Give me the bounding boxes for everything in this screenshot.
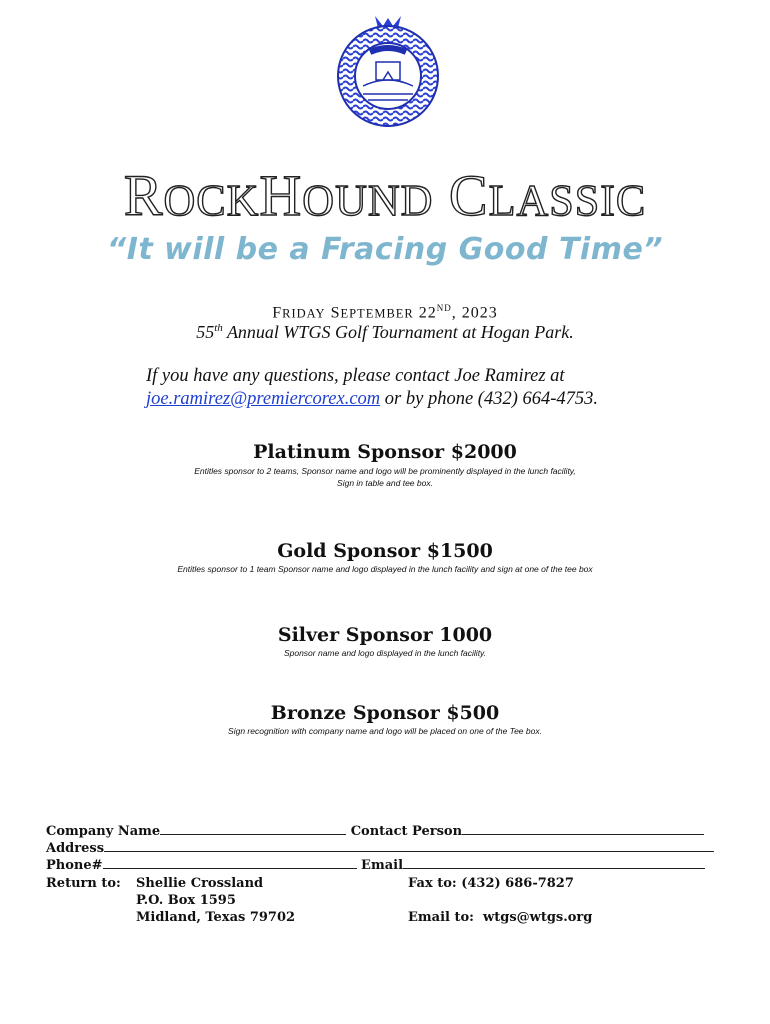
annual-suffix: th [214, 322, 223, 334]
form-row-address [46, 839, 714, 857]
silver-heading: Silver Sponsor 1000 [277, 624, 493, 646]
title-letter: R [123, 163, 164, 228]
return-city: Midland, Texas 79702 [136, 910, 296, 925]
bronze-heading: Bronze Sponsor $500 [270, 702, 500, 724]
email-to-label: Email to: [408, 910, 474, 925]
contact-person-label: Contact Person [350, 824, 463, 839]
company-name-label: Company Name [46, 824, 161, 839]
title-letter: C [448, 163, 489, 228]
email-label: Email [361, 858, 404, 873]
gold-description: Entitles sponsor to 1 team Sponsor name and logo displayed in the lunch facility and sign at one of the tee box [177, 564, 593, 574]
title-word: OUND [302, 176, 434, 225]
title-word: OCK [163, 176, 260, 225]
title-letter: H [259, 163, 303, 228]
phone-label: Phone# [46, 858, 103, 873]
platinum-desc-line-1: Entitles sponsor to 2 teams, Sponsor name and logo will be prominently displayed in the lunch facility, [194, 466, 576, 476]
date-letter: S [330, 304, 341, 322]
annual-number: 55 [196, 322, 215, 342]
date-suffix: ND [436, 303, 452, 313]
date-word: EPTEMBER [340, 306, 414, 321]
platinum-desc-line-2: Sign in table and tee box. [337, 478, 433, 488]
contact-info [146, 365, 706, 411]
platinum-description [0, 465, 770, 489]
address-label: Address [46, 841, 105, 856]
email-field[interactable] [403, 856, 705, 869]
date-day: 22 [418, 304, 437, 322]
gold-heading: Gold Sponsor $1500 [277, 540, 493, 562]
silver-description: Sponsor name and logo displayed in the lunch facility. [283, 648, 487, 658]
title-word: LASSIC [488, 176, 647, 225]
date-word: RIDAY [282, 306, 326, 321]
form-row-company [46, 822, 704, 840]
event-date [0, 303, 770, 322]
email-to [408, 909, 592, 926]
contact-line-2 [146, 388, 706, 411]
wtgs-logo [333, 14, 443, 129]
tournament-line [0, 322, 770, 343]
date-letter: F [272, 304, 283, 322]
email-to-address[interactable]: wtgs@wtgs.org [483, 910, 593, 925]
date-year: , 2023 [451, 304, 498, 322]
tagline: “It will be a Fracing Good Time” [106, 232, 664, 267]
contact-email-link[interactable]: joe.ramirez@premiercorex.com [146, 389, 381, 409]
phone-field[interactable] [103, 856, 357, 869]
return-name: Shellie Crossland [136, 876, 264, 891]
address-field[interactable] [104, 839, 714, 852]
contact-person-field[interactable] [462, 822, 704, 835]
contact-line-1: If you have any questions, please contact Joe Ramirez at [146, 366, 565, 386]
return-po-box: P.O. Box 1595 [136, 893, 236, 908]
company-name-field[interactable] [160, 822, 346, 835]
return-label: Return to: [46, 876, 121, 891]
platinum-heading: Platinum Sponsor $2000 [253, 441, 517, 463]
form-row-phone [46, 856, 705, 874]
fax-number: Fax to: (432) 686-7827 [408, 876, 574, 891]
annual-text: Annual WTGS Golf Tournament at Hogan Park. [222, 322, 574, 342]
contact-phone-text: or by phone (432) 664-4753. [380, 389, 599, 409]
bronze-description: Sign recognition with company name and logo will be placed on one of the Tee box. [228, 726, 542, 736]
return-address [136, 875, 295, 926]
event-title [0, 162, 770, 229]
